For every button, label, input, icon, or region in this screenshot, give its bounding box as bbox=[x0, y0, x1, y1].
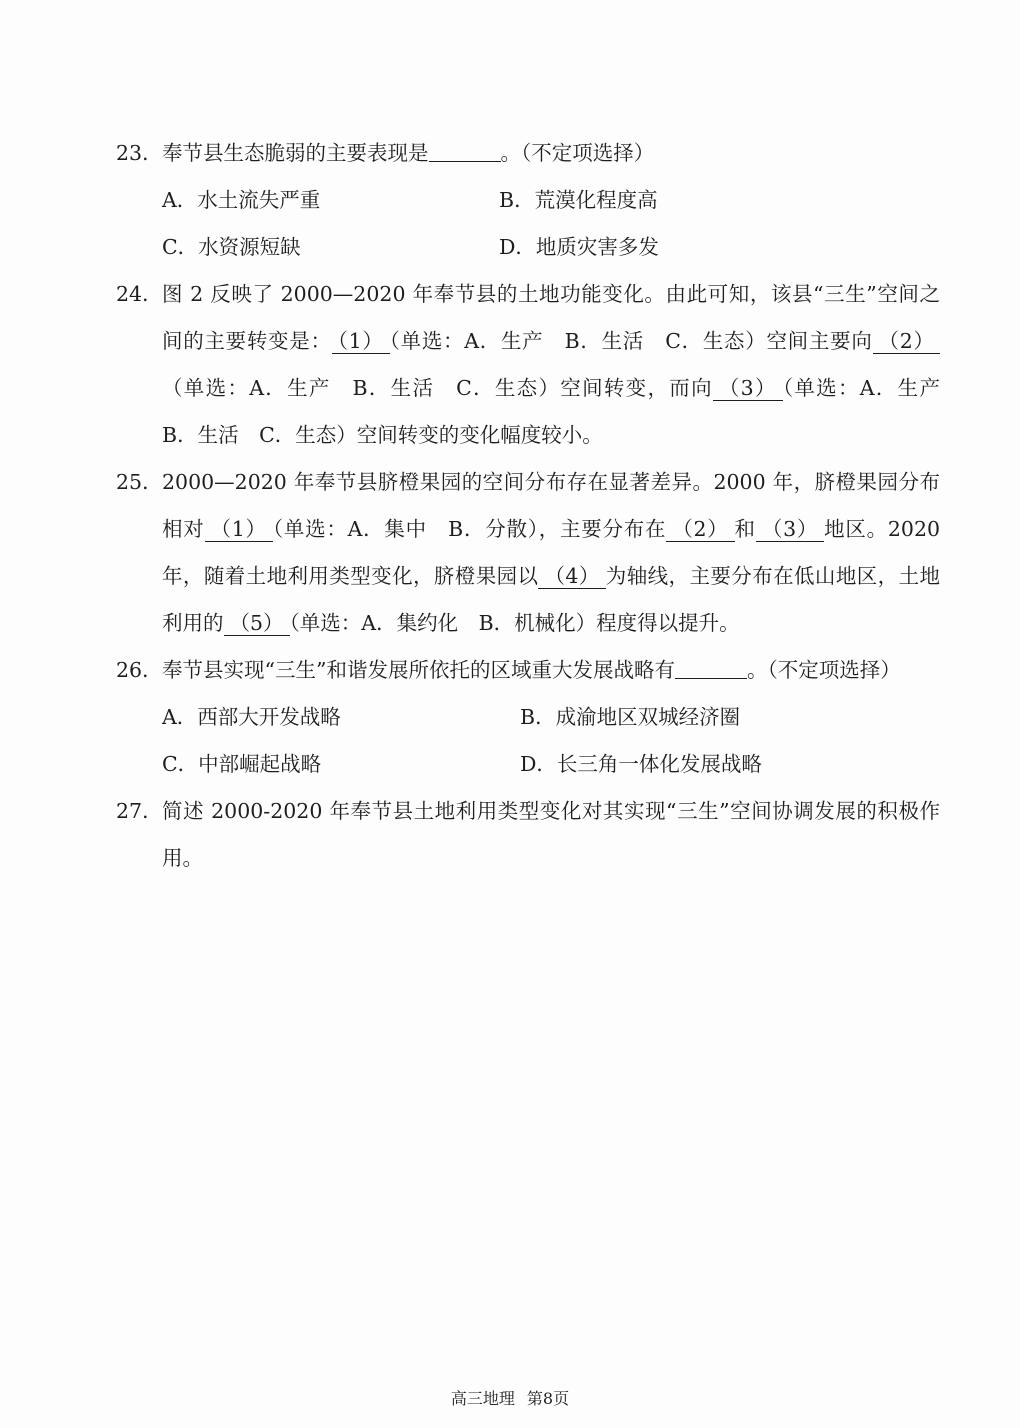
option-a: A．水土流失严重 bbox=[162, 188, 321, 212]
answer-blank-1: （1） bbox=[205, 517, 273, 542]
question-23 bbox=[116, 130, 940, 177]
question-number: 27． bbox=[116, 799, 163, 823]
answer-blank-4: （4） bbox=[538, 564, 605, 589]
answer-blank-2: （2） bbox=[666, 517, 734, 542]
question-27 bbox=[116, 788, 940, 882]
answer-blank-2: （2） bbox=[873, 329, 940, 354]
answer-blank bbox=[429, 139, 501, 162]
question-stem: 2000—2020 年奉节县脐橙果园的空间分布存在显著差异。2000 年，脐橙果园分布相对 （1） （单选：A．集中 B．分散），主要分布在 （2） 和 （3） 地区。2020 年，随着土地利用类型变化，脐橙果园以 （4） 为轴线，主要分布在低山地区，土地利用的 （5） （单选：A．集约化 B．机械化）程度得以提升。 bbox=[162, 470, 941, 635]
answer-blank-3: （3） bbox=[713, 376, 783, 401]
option-b: B．荒漠化程度高 bbox=[499, 188, 658, 212]
answer-blank-3: （3） bbox=[756, 517, 824, 542]
option-c: C．水资源短缺 bbox=[162, 235, 301, 259]
option-b: B．成渝地区双城经济圈 bbox=[520, 705, 741, 729]
footer-page-number: 第8页 bbox=[526, 1389, 570, 1408]
question-26 bbox=[116, 647, 940, 694]
question-25 bbox=[116, 459, 940, 647]
question-24 bbox=[116, 271, 961, 459]
question-number: 23． bbox=[116, 141, 163, 165]
option-d: D．长三角一体化发展战略 bbox=[520, 752, 762, 776]
question-number: 25． bbox=[116, 470, 163, 494]
answer-blank bbox=[675, 656, 747, 679]
answer-blank-5: （5） bbox=[224, 611, 290, 636]
question-stem: 简述 2000-2020 年奉节县土地利用类型变化对其实现“三生”空间协调发展的积极作用。 bbox=[162, 799, 940, 870]
question-number: 24． bbox=[116, 282, 163, 306]
answer-blank-1: （1） bbox=[332, 329, 390, 354]
question-stem: 图 2 反映了 2000—2020 年奉节县的土地功能变化。由此可知，该县“三生”空间之间的主要转变是： （1） （单选：A．生产 B．生活 C．生态）空间主要向 （2）（单选：A．生产 B．生活 C．生态）空间转变，而向 （3） （单选：A．生产 B．生活 C．生态）空间转变的变化幅度较小。 bbox=[162, 282, 961, 447]
option-a: A．西部大开发战略 bbox=[162, 705, 341, 729]
option-d: D．地质灾害多发 bbox=[499, 235, 659, 259]
question-stem: 奉节县实现“三生”和谐发展所依托的区域重大发展战略有 。（不定项选择） bbox=[162, 658, 901, 682]
option-c: C．中部崛起战略 bbox=[162, 752, 322, 776]
page-footer bbox=[0, 1386, 1020, 1409]
footer-subject: 高三地理 bbox=[450, 1389, 515, 1408]
question-stem: 奉节县生态脆弱的主要表现是 。（不定项选择） bbox=[162, 141, 655, 165]
question-number: 26． bbox=[116, 658, 163, 682]
